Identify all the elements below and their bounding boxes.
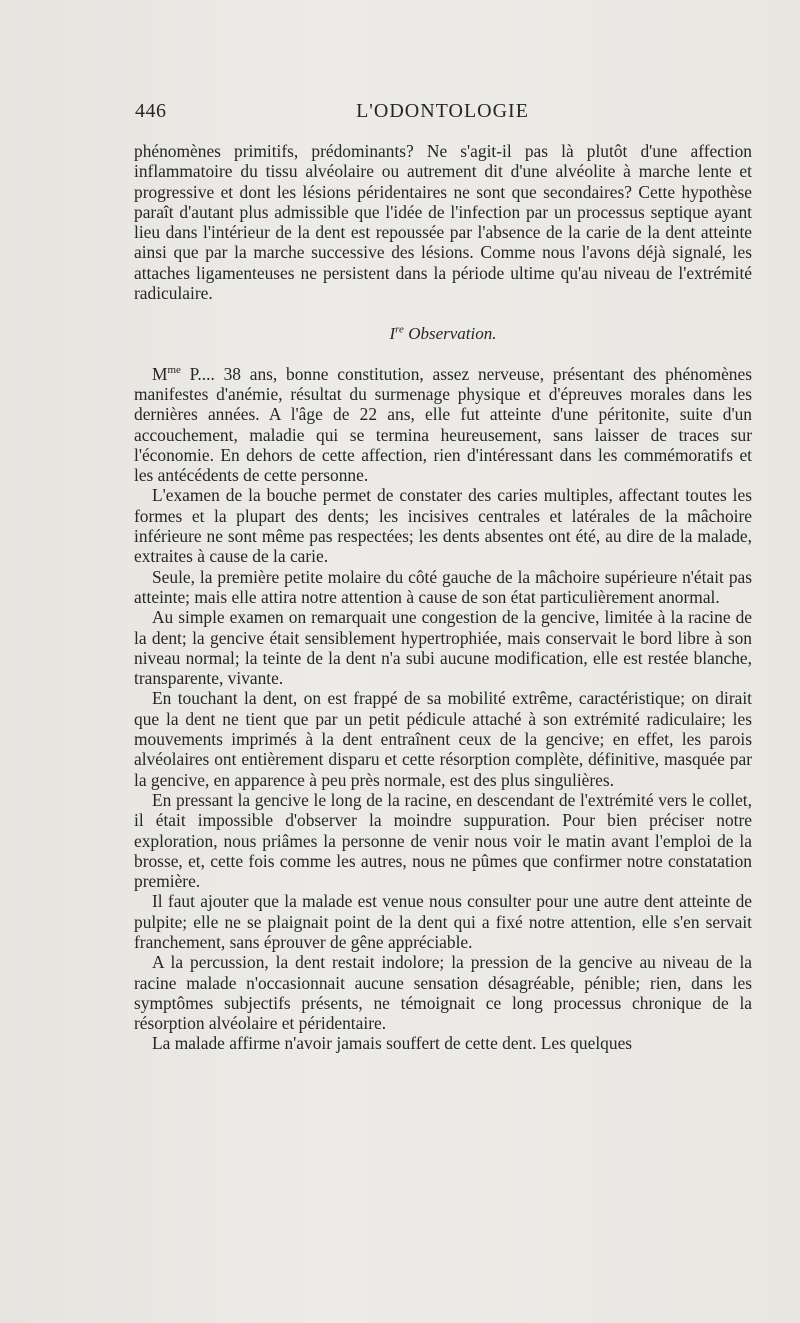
paragraph: En touchant la dent, on est frappé de sa mobilité extrême, caractéristique; on dirait que la dent ne tient que par un petit pédicule attaché à son extrémité radiculaire; les mouvements imprimés à la dent entraînent ceux de la gencive; en effet, les parois alvéolaires ont entièrement disparu et cette résorption complète, définitive, masquée par la gencive, en apparence à peu près normale, est des plus singulières. bbox=[134, 688, 752, 790]
section-heading: Ire Observation. bbox=[389, 323, 497, 344]
paragraph: $M^{me}$ P.... 38 ans, bonne constitution, assez nerveuse, présentant des phénomènes manifestes d'anémie, résultat du surmenage physique et d'épreuves morales dans les dernières années. A l'âge de 22 ans, elle fut atteinte d'une péritonite, suite d'un accouchement, maladie qui se termina heureusement, sans laisser de traces sur l'économie. En dehors de cette affection, rien d'intéressant dans les commémoratifs et les antécédents de cette personne. bbox=[134, 363, 752, 486]
paragraph: En pressant la gencive le long de la racine, en descendant de l'extrémité vers le collet, il était impossible d'observer la moindre suppuration. Pour bien préciser notre exploration, nous priâmes la personne de venir nous voir le matin avant l'emploi de la brosse, et, cette fois comme les autres, nous ne pûmes que confirmer notre constatation première. bbox=[134, 789, 752, 892]
paragraph: Il faut ajouter que la malade est venue nous consulter pour une autre dent atteinte de pulpite; elle ne se plaignait point de la dent qui a fixé notre attention, elle s'en servait franchement, sans éprouver de gêne appréciable. bbox=[134, 891, 752, 952]
running-header bbox=[135, 100, 750, 132]
paragraph: Seule, la première petite molaire du côté gauche de la mâchoire supérieure n'était pas atteinte; mais elle attira notre attention à cause de son état particulièrement anormal. bbox=[134, 566, 752, 607]
paragraph: phénomènes primitifs, prédominants? Ne s'agit-il pas là plutôt d'une affection inflammatoire du tissu alvéolaire ou autrement dit d'une alvéolite à marche lente et progressive et dont les lésions péridentaires ne sont que secondaires? Cette hypothèse paraît d'autant plus admissible que l'idée de l'infection par un processus septique ayant lieu dans l'intérieur de la dent est repoussée par l'absence de la carie de la dent atteinte ainsi que par la marche successive des lésions. Comme nous l'avons déjà signalé, les attaches ligamenteuses ne persistent dans la période ultime qu'au niveau de l'extrémité radiculaire. bbox=[134, 141, 752, 304]
paragraph: La malade affirme n'avoir jamais souffert de cette dent. Les quelques bbox=[152, 1033, 633, 1054]
page-number: 446 bbox=[135, 100, 167, 122]
paragraph: A la percussion, la dent restait indolore; la pression de la gencive au niveau de la racine malade n'occasionnait aucune sensation désagréable, pénible; rien, dans les symptômes subjectifs présents, ne témoignait ce long processus chronique de la résorption alvéolaire et péridentaire. bbox=[134, 952, 752, 1034]
page-body bbox=[134, 141, 752, 1054]
paragraph: L'examen de la bouche permet de constater des caries multiples, affectant toutes les formes et la plupart des dents; les incisives centrales et latérales de la mâchoire inférieure ne sont même pas respectées; les dents absentes ont été, au dire de la malade, extraites à cause de la carie. bbox=[134, 485, 752, 567]
paragraph: Au simple examen on remarquait une congestion de la gencive, limitée à la racine de la dent; la gencive était sensiblement hypertrophiée, mais conservait le bord libre à son niveau normal; la teinte de la dent n'a subi aucune modification, elle est restée blanche, transparente, vivante. bbox=[134, 607, 752, 689]
running-title: L'ODONTOLOGIE bbox=[356, 100, 529, 122]
